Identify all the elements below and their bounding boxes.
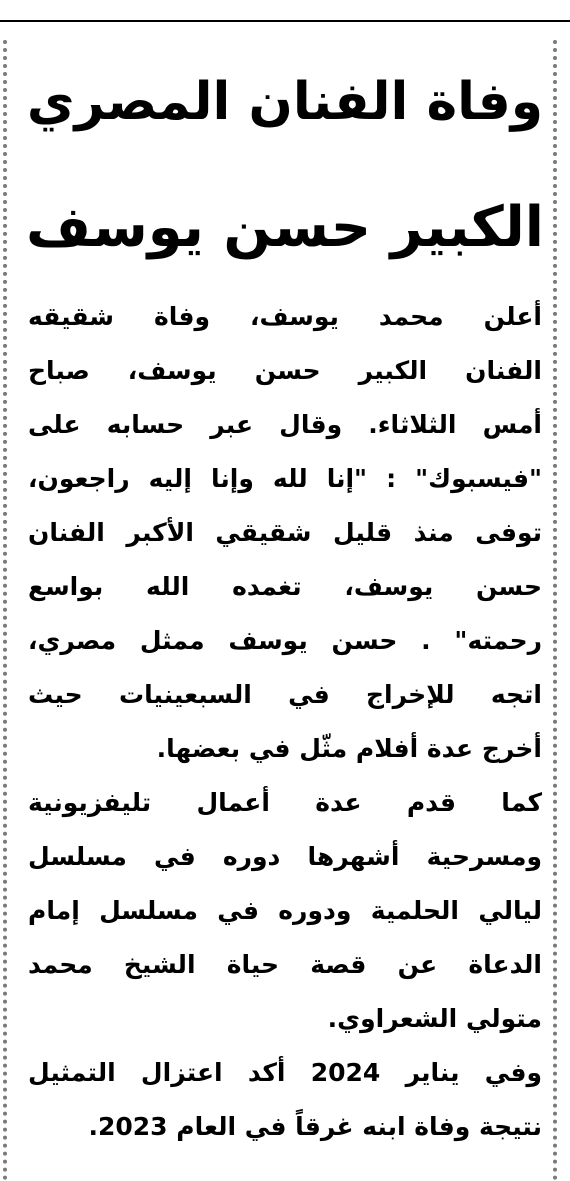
body-line: حسن يوسف، تغمده الله بواسع: [28, 572, 542, 601]
body-line: توفى منذ قليل شقيقي الأكبر الفنان: [28, 518, 542, 547]
body-line: اتجه للإخراج في السبعينيات حيث: [28, 680, 542, 709]
headline: [22, 40, 548, 290]
body-line: وفي يناير 2024 أكد اعتزال التمثيل: [28, 1058, 542, 1087]
body-line: كما قدم عدة أعمال تليفزيونية: [28, 788, 542, 817]
headline-line-2: الكبير حسن يوسف: [26, 195, 544, 260]
body-line: ليالي الحلمية ودوره في مسلسل إمام: [28, 896, 542, 925]
top-rule: [0, 20, 570, 22]
body-line: "فيسبوك" : "إنا لله وإنا إليه راجعون،: [28, 464, 542, 493]
body-line: أمس الثلاثاء. وقال عبر حسابه على: [28, 410, 542, 439]
body-line: أخرج عدة أفلام مثّل في بعضها.: [156, 734, 542, 763]
body-line: أعلن محمد يوسف، وفاة شقيقه: [28, 302, 542, 331]
headline-line-1: وفاة الفنان المصري: [26, 72, 544, 132]
body-line: الدعاة عن قصة حياة الشيخ محمد: [28, 950, 542, 979]
article-body: [22, 290, 548, 1154]
body-line: ومسرحية أشهرها دوره في مسلسل: [28, 842, 542, 871]
dotted-border-right: [553, 40, 557, 1181]
news-article: [22, 40, 548, 1181]
dotted-border-left: [3, 40, 7, 1181]
body-line: رحمته" . حسن يوسف ممثل مصري،: [28, 626, 542, 655]
body-line: الفنان الكبير حسن يوسف، صباح: [28, 356, 542, 385]
body-line: متولي الشعراوي.: [327, 1004, 542, 1033]
body-line: نتيجة وفاة ابنه غرقاً في العام 2023.: [88, 1112, 542, 1141]
